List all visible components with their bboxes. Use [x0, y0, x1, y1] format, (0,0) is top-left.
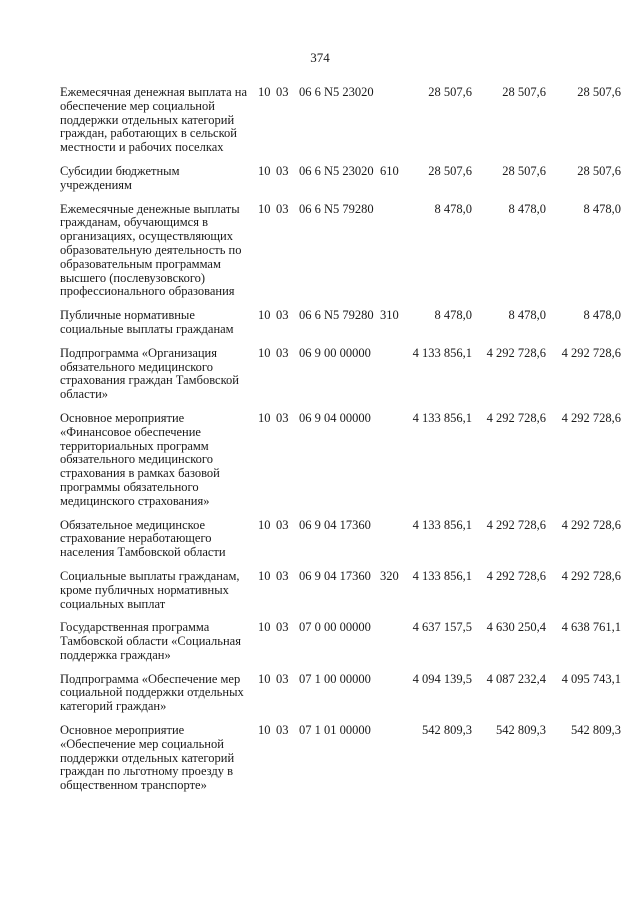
- subsection-code: 03: [276, 620, 289, 635]
- row-name: Ежемесячная денежная выплата на обеспечение мер социальной поддержки отдельных категорий граждан, работающих в сельской местности и рабочих поселках: [60, 85, 247, 155]
- row-name: Подпрограмма «Организация обязательного медицинского страхования граждан Тамбовской области»: [60, 345, 239, 402]
- subsection-code: 03: [276, 568, 289, 583]
- amount-year-2: 4 087 232,4: [486, 671, 546, 686]
- target-article-code: 07 1 00 00000: [299, 671, 371, 686]
- subsection-code: 03: [276, 723, 289, 738]
- section-code: 10: [258, 723, 271, 738]
- amount-year-1: 8 478,0: [434, 201, 472, 216]
- amount-year-2: 4 630 250,4: [486, 620, 546, 635]
- amount-year-3: 4 095 743,1: [561, 671, 621, 686]
- amount-year-2: 4 292 728,6: [486, 345, 546, 360]
- amount-year-3: 28 507,6: [577, 85, 621, 99]
- amount-year-2: 8 478,0: [508, 201, 546, 216]
- amount-year-2: 8 478,0: [508, 308, 546, 323]
- target-article-code: 07 0 00 00000: [299, 620, 371, 635]
- expense-kind-code: 610: [380, 163, 399, 178]
- expense-kind-code: 310: [380, 308, 399, 323]
- amount-year-3: 4 638 761,1: [561, 620, 621, 635]
- amount-year-3: 4 292 728,6: [561, 568, 621, 583]
- table-row: [0, 412, 640, 509]
- row-name: Публичные нормативные социальные выплаты гражданам: [60, 308, 234, 336]
- target-article-code: 06 6 N5 23020: [299, 85, 374, 99]
- amount-year-2: 28 507,6: [502, 85, 546, 99]
- amount-year-3: 4 292 728,6: [561, 410, 621, 425]
- section-code: 10: [258, 410, 271, 425]
- table-row: [0, 570, 640, 611]
- amount-year-3: 8 478,0: [583, 308, 621, 323]
- amount-year-3: 8 478,0: [583, 201, 621, 216]
- row-name: Основное мероприятие «Обеспечение мер социальной поддержки отдельных категорий граждан по льготному проезду в общественном транспорте»: [60, 723, 235, 793]
- subsection-code: 03: [276, 308, 289, 323]
- row-name: Субсидии бюджетным учреждениям: [60, 163, 180, 192]
- amount-year-1: 4 637 157,5: [412, 620, 472, 635]
- amount-year-3: 4 292 728,6: [561, 345, 621, 360]
- target-article-code: 06 9 04 17360: [299, 568, 371, 583]
- amount-year-1: 4 133 856,1: [412, 410, 472, 425]
- amount-year-1: 28 507,6: [428, 85, 472, 99]
- target-article-code: 06 6 N5 79280: [299, 308, 374, 323]
- section-code: 10: [258, 85, 271, 99]
- expense-kind-code: 320: [380, 568, 399, 583]
- amount-year-2: 4 292 728,6: [486, 517, 546, 532]
- row-name: Государственная программа Тамбовской области «Социальная поддержка граждан»: [60, 620, 241, 662]
- target-article-code: 07 1 01 00000: [299, 723, 371, 738]
- table-row: [0, 86, 640, 155]
- row-name: Обязательное медицинское страхование неработающего населения Тамбовской области: [60, 517, 226, 560]
- subsection-code: 03: [276, 201, 289, 216]
- amount-year-2: 28 507,6: [502, 163, 546, 178]
- amount-year-1: 4 133 856,1: [412, 568, 472, 583]
- target-article-code: 06 6 N5 79280: [299, 201, 374, 216]
- table-row: [0, 309, 640, 337]
- amount-year-1: 4 094 139,5: [412, 671, 472, 686]
- amount-year-1: 4 133 856,1: [412, 517, 472, 532]
- subsection-code: 03: [276, 671, 289, 686]
- subsection-code: 03: [276, 85, 289, 99]
- amount-year-3: 4 292 728,6: [561, 517, 621, 532]
- section-code: 10: [258, 308, 271, 323]
- subsection-code: 03: [276, 517, 289, 532]
- page-number: 374: [310, 50, 330, 65]
- amount-year-3: 542 809,3: [571, 723, 621, 738]
- amount-year-1: 4 133 856,1: [412, 345, 472, 360]
- table-row: [0, 724, 640, 793]
- section-code: 10: [258, 163, 271, 178]
- row-name: Социальные выплаты гражданам, кроме публичных нормативных социальных выплат: [60, 568, 240, 611]
- table-row: [0, 621, 640, 662]
- target-article-code: 06 9 04 00000: [299, 410, 371, 425]
- row-name: Основное мероприятие «Финансовое обеспечение территориальных программ обязательного медицинского страхования в рамках базовой программы обязательного медицинского страхования»: [60, 410, 220, 508]
- budget-table: [0, 86, 640, 793]
- section-code: 10: [258, 201, 271, 216]
- target-article-code: 06 9 04 17360: [299, 517, 371, 532]
- table-row: [0, 203, 640, 300]
- row-name: Подпрограмма «Обеспечение мер социальной поддержки отдельных категорий граждан»: [60, 671, 244, 714]
- section-code: 10: [258, 620, 271, 635]
- subsection-code: 03: [276, 345, 289, 360]
- target-article-code: 06 6 N5 23020: [299, 163, 374, 178]
- section-code: 10: [258, 345, 271, 360]
- amount-year-3: 28 507,6: [577, 163, 621, 178]
- table-row: [0, 519, 640, 560]
- amount-year-2: 4 292 728,6: [486, 568, 546, 583]
- section-code: 10: [258, 671, 271, 686]
- section-code: 10: [258, 568, 271, 583]
- amount-year-1: 28 507,6: [428, 163, 472, 178]
- table-row: [0, 165, 640, 193]
- amount-year-1: 8 478,0: [434, 308, 472, 323]
- amount-year-2: 542 809,3: [496, 723, 546, 738]
- row-name: Ежемесячные денежные выплаты гражданам, обучающимся в организациях, осуществляющих образовательную деятельность по образовательным программам высшего (послевузовского) профессионального образования: [60, 201, 242, 299]
- amount-year-1: 542 809,3: [422, 723, 472, 738]
- subsection-code: 03: [276, 410, 289, 425]
- section-code: 10: [258, 517, 271, 532]
- table-row: [0, 347, 640, 402]
- table-row: [0, 673, 640, 714]
- subsection-code: 03: [276, 163, 289, 178]
- amount-year-2: 4 292 728,6: [486, 410, 546, 425]
- target-article-code: 06 9 00 00000: [299, 345, 371, 360]
